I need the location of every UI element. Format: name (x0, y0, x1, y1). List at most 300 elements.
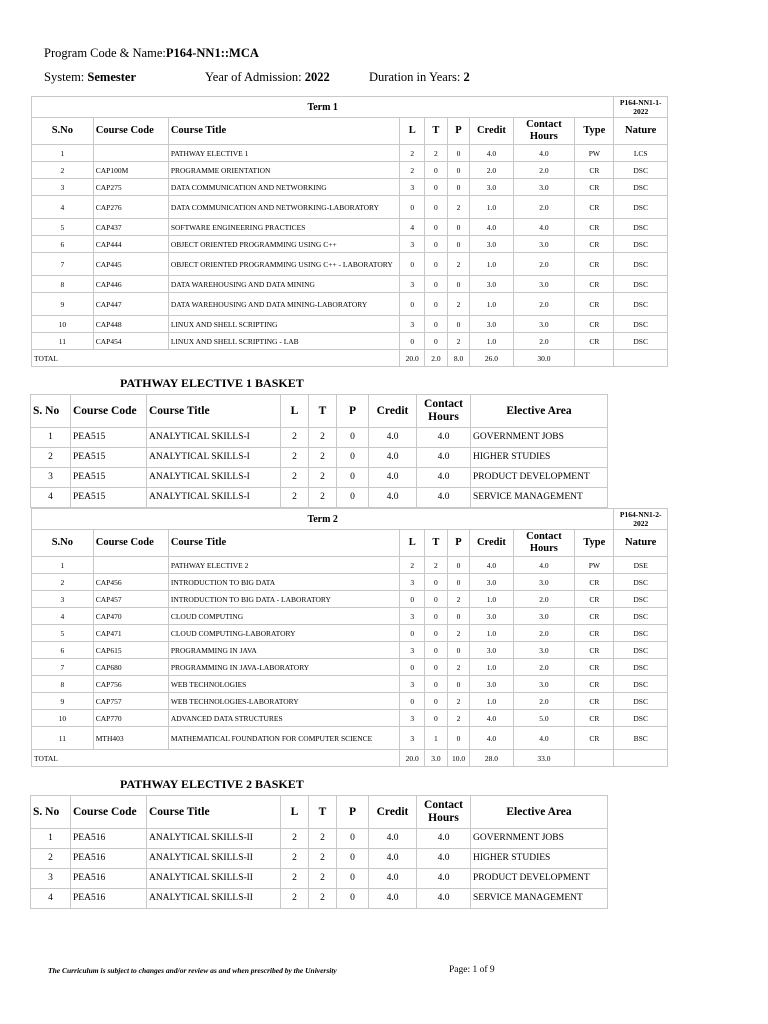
cell-nature: DSC (614, 196, 668, 219)
cell-course-title: INTRODUCTION TO BIG DATA (168, 574, 400, 591)
cell-course-code: PEA516 (71, 869, 147, 889)
cell-t: 2 (309, 428, 337, 448)
cell-credit: 3.0 (470, 642, 513, 659)
table-row (32, 676, 668, 693)
cell-credit: 4.0 (369, 488, 417, 508)
cell-contact-hours: 3.0 (513, 642, 575, 659)
table-row (32, 316, 668, 333)
cell-course-code: CAP471 (93, 625, 168, 642)
cell-type: CR (575, 693, 614, 710)
cell-p: 0 (337, 428, 369, 448)
cell-p: 0 (447, 276, 470, 293)
total-t: 2.0 (425, 350, 448, 367)
table-row (32, 179, 668, 196)
cell-course-code: CAP456 (93, 574, 168, 591)
cell-p: 0 (337, 829, 369, 849)
cell-course-code: PEA515 (71, 448, 147, 468)
cell-course-title: ANALYTICAL SKILLS-II (147, 889, 281, 909)
cell-contact-hours: 4.0 (513, 219, 575, 236)
total-row (32, 750, 668, 767)
cell-elective-area: GOVERNMENT JOBS (471, 829, 608, 849)
col-header-type: Type (575, 530, 614, 557)
cell-course-title: DATA COMMUNICATION AND NETWORKING (168, 179, 400, 196)
cell-sno: 3 (32, 179, 94, 196)
cell-t: 0 (425, 179, 448, 196)
cell-nature: BSC (614, 727, 668, 750)
cell-l: 2 (400, 162, 425, 179)
cell-sno: 4 (31, 889, 71, 909)
cell-contact-hours: 2.0 (513, 196, 575, 219)
table-row (32, 333, 668, 350)
cell-course-code: MTH403 (93, 727, 168, 750)
cell-contact-hours: 3.0 (513, 179, 575, 196)
cell-p: 0 (447, 179, 470, 196)
cell-nature: DSC (614, 642, 668, 659)
term-title: Term 1 (32, 97, 614, 118)
cell-type: CR (575, 574, 614, 591)
cell-p: 2 (447, 333, 470, 350)
year-label: Year of Admission: (205, 70, 302, 84)
cell-contact-hours: 2.0 (513, 625, 575, 642)
cell-contact-hours: 4.0 (417, 869, 471, 889)
col-header-course-title: Course Title (147, 395, 281, 428)
cell-p: 0 (337, 869, 369, 889)
cell-l: 2 (400, 145, 425, 162)
cell-t: 0 (425, 710, 448, 727)
cell-nature: DSC (614, 333, 668, 350)
term-title: Term 2 (32, 509, 614, 530)
col-header-course-code: Course Code (71, 796, 147, 829)
cell-p: 0 (447, 316, 470, 333)
cell-p: 2 (447, 591, 470, 608)
cell-sno: 2 (32, 162, 94, 179)
cell-course-code: CAP470 (93, 608, 168, 625)
cell-l: 4 (400, 219, 425, 236)
cell-course-title: OBJECT ORIENTED PROGRAMMING USING C++ (168, 236, 400, 253)
col-header-contact-hours: Contact Hours (513, 118, 575, 145)
table-row (32, 162, 668, 179)
cell-l: 3 (400, 608, 425, 625)
term-header-row (32, 118, 668, 145)
col-header-sno: S.No (32, 118, 94, 145)
table-row (32, 710, 668, 727)
cell-course-code: CAP445 (93, 253, 168, 276)
cell-sno: 3 (32, 591, 94, 608)
cell-course-title: LINUX AND SHELL SCRIPTING - LAB (168, 333, 400, 350)
cell-credit: 4.0 (470, 710, 513, 727)
cell-sno: 1 (31, 428, 71, 448)
cell-credit: 1.0 (470, 659, 513, 676)
basket-2-table (30, 795, 608, 909)
cell-type: CR (575, 710, 614, 727)
col-header-t: T (309, 395, 337, 428)
col-header-credit: Credit (470, 118, 513, 145)
cell-t: 2 (309, 869, 337, 889)
table-row (32, 145, 668, 162)
cell-type: CR (575, 676, 614, 693)
cell-nature: DSE (614, 557, 668, 574)
cell-l: 3 (400, 276, 425, 293)
cell-course-code: CAP448 (93, 316, 168, 333)
total-nature-empty (614, 750, 668, 767)
cell-sno: 11 (32, 333, 94, 350)
cell-sno: 1 (32, 145, 94, 162)
cell-sno: 4 (32, 196, 94, 219)
table-row (32, 574, 668, 591)
cell-credit: 4.0 (369, 829, 417, 849)
cell-credit: 1.0 (470, 333, 513, 350)
cell-l: 0 (400, 196, 425, 219)
cell-course-code: CAP457 (93, 591, 168, 608)
col-header-contact-hours: Contact Hours (417, 796, 471, 829)
cell-elective-area: PRODUCT DEVELOPMENT (471, 468, 608, 488)
col-header-sno: S. No (31, 796, 71, 829)
cell-course-code: PEA515 (71, 488, 147, 508)
cell-credit: 4.0 (369, 889, 417, 909)
cell-p: 0 (447, 145, 470, 162)
col-header-course-code: Course Code (93, 530, 168, 557)
cell-sno: 9 (32, 693, 94, 710)
cell-type: CR (575, 316, 614, 333)
cell-p: 0 (447, 236, 470, 253)
table-row (31, 428, 608, 448)
cell-t: 0 (425, 333, 448, 350)
table-row (32, 219, 668, 236)
table-row (31, 829, 608, 849)
col-header-nature: Nature (614, 118, 668, 145)
cell-course-title: PATHWAY ELECTIVE 2 (168, 557, 400, 574)
col-header-t: T (309, 796, 337, 829)
table-row (32, 557, 668, 574)
cell-p: 0 (337, 448, 369, 468)
cell-course-code: CAP446 (93, 276, 168, 293)
col-header-course-title: Course Title (168, 530, 400, 557)
total-l: 20.0 (400, 350, 425, 367)
cell-l: 2 (281, 829, 309, 849)
system-label: System: (44, 70, 85, 84)
cell-p: 0 (337, 468, 369, 488)
cell-course-title: DATA WAREHOUSING AND DATA MINING (168, 276, 400, 293)
cell-type: CR (575, 293, 614, 316)
page-number: Page: 1 of 9 (449, 965, 495, 975)
col-header-l: L (400, 118, 425, 145)
cell-p: 2 (447, 293, 470, 316)
cell-contact-hours: 3.0 (513, 676, 575, 693)
cell-credit: 2.0 (470, 162, 513, 179)
col-header-l: L (281, 395, 309, 428)
cell-credit: 4.0 (470, 557, 513, 574)
cell-l: 0 (400, 253, 425, 276)
basket-header-row (31, 395, 608, 428)
cell-sno: 6 (32, 236, 94, 253)
cell-p: 0 (447, 676, 470, 693)
cell-p: 0 (337, 889, 369, 909)
cell-course-title: MATHEMATICAL FOUNDATION FOR COMPUTER SCIENCE (168, 727, 400, 750)
cell-sno: 2 (31, 849, 71, 869)
term-title-row (32, 509, 668, 530)
cell-course-title: DATA WAREHOUSING AND DATA MINING-LABORATORY (168, 293, 400, 316)
col-header-t: T (425, 118, 448, 145)
cell-sno: 5 (32, 219, 94, 236)
cell-credit: 3.0 (470, 236, 513, 253)
term-2-table (31, 508, 668, 767)
cell-course-code (93, 145, 168, 162)
cell-t: 2 (309, 488, 337, 508)
cell-t: 0 (425, 608, 448, 625)
cell-l: 0 (400, 333, 425, 350)
cell-course-title: CLOUD COMPUTING-LABORATORY (168, 625, 400, 642)
cell-t: 2 (309, 448, 337, 468)
cell-type: PW (575, 145, 614, 162)
cell-credit: 4.0 (470, 145, 513, 162)
cell-l: 3 (400, 316, 425, 333)
cell-course-title: ANALYTICAL SKILLS-II (147, 849, 281, 869)
cell-l: 2 (281, 889, 309, 909)
cell-t: 2 (309, 849, 337, 869)
col-header-sno: S. No (31, 395, 71, 428)
table-row (32, 253, 668, 276)
cell-contact-hours: 3.0 (513, 316, 575, 333)
cell-contact-hours: 4.0 (417, 829, 471, 849)
cell-t: 0 (425, 659, 448, 676)
col-header-course-code: Course Code (93, 118, 168, 145)
col-header-credit: Credit (369, 796, 417, 829)
table-row (31, 448, 608, 468)
cell-credit: 4.0 (369, 869, 417, 889)
total-p: 8.0 (447, 350, 470, 367)
cell-course-title: SOFTWARE ENGINEERING PRACTICES (168, 219, 400, 236)
col-header-p: P (337, 395, 369, 428)
cell-credit: 1.0 (470, 196, 513, 219)
table-row (32, 642, 668, 659)
term-header-row (32, 530, 668, 557)
col-header-contact-hours: Contact Hours (417, 395, 471, 428)
cell-nature: LCS (614, 145, 668, 162)
cell-l: 2 (281, 488, 309, 508)
cell-contact-hours: 2.0 (513, 333, 575, 350)
cell-contact-hours: 2.0 (513, 591, 575, 608)
cell-sno: 10 (32, 316, 94, 333)
cell-course-title: ANALYTICAL SKILLS-I (147, 448, 281, 468)
cell-course-title: ANALYTICAL SKILLS-II (147, 829, 281, 849)
cell-p: 0 (447, 219, 470, 236)
cell-sno: 4 (32, 608, 94, 625)
basket-1-title: PATHWAY ELECTIVE 1 BASKET (120, 376, 304, 390)
cell-type: CR (575, 333, 614, 350)
total-t: 3.0 (425, 750, 448, 767)
table-row (32, 196, 668, 219)
total-contact: 33.0 (513, 750, 575, 767)
cell-l: 2 (281, 448, 309, 468)
cell-sno: 7 (32, 253, 94, 276)
cell-course-code (93, 557, 168, 574)
total-credit: 28.0 (470, 750, 513, 767)
cell-p: 0 (447, 608, 470, 625)
cell-l: 0 (400, 293, 425, 316)
cell-course-title: OBJECT ORIENTED PROGRAMMING USING C++ - LABORATORY (168, 253, 400, 276)
cell-credit: 4.0 (369, 468, 417, 488)
cell-contact-hours: 4.0 (417, 889, 471, 909)
cell-nature: DSC (614, 219, 668, 236)
cell-contact-hours: 4.0 (417, 428, 471, 448)
duration-value: 2 (463, 70, 470, 84)
cell-t: 0 (425, 591, 448, 608)
table-row (32, 693, 668, 710)
cell-course-title: PROGRAMMING IN JAVA-LABORATORY (168, 659, 400, 676)
cell-contact-hours: 4.0 (513, 557, 575, 574)
cell-nature: DSC (614, 693, 668, 710)
cell-credit: 3.0 (470, 574, 513, 591)
cell-contact-hours: 4.0 (513, 727, 575, 750)
cell-course-title: WEB TECHNOLOGIES-LABORATORY (168, 693, 400, 710)
col-header-course-title: Course Title (168, 118, 400, 145)
col-header-sno: S.No (32, 530, 94, 557)
cell-course-title: ADVANCED DATA STRUCTURES (168, 710, 400, 727)
cell-contact-hours: 4.0 (513, 145, 575, 162)
cell-elective-area: HIGHER STUDIES (471, 849, 608, 869)
cell-course-code: CAP437 (93, 219, 168, 236)
cell-credit: 1.0 (470, 293, 513, 316)
cell-course-title: ANALYTICAL SKILLS-I (147, 488, 281, 508)
cell-credit: 3.0 (470, 276, 513, 293)
cell-nature: DSC (614, 253, 668, 276)
cell-t: 0 (425, 693, 448, 710)
total-label: TOTAL (32, 350, 400, 367)
cell-nature: DSC (614, 591, 668, 608)
cell-l: 0 (400, 659, 425, 676)
cell-sno: 3 (31, 869, 71, 889)
cell-l: 0 (400, 625, 425, 642)
cell-nature: DSC (614, 574, 668, 591)
cell-credit: 1.0 (470, 253, 513, 276)
cell-t: 2 (309, 829, 337, 849)
program-line (44, 46, 259, 61)
year-field (205, 70, 330, 85)
col-header-nature: Nature (614, 530, 668, 557)
cell-nature: DSC (614, 625, 668, 642)
table-row (31, 869, 608, 889)
cell-credit: 1.0 (470, 625, 513, 642)
col-header-l: L (281, 796, 309, 829)
cell-l: 3 (400, 676, 425, 693)
total-credit: 26.0 (470, 350, 513, 367)
cell-t: 0 (425, 642, 448, 659)
cell-l: 2 (281, 468, 309, 488)
cell-l: 3 (400, 574, 425, 591)
cell-course-code: CAP275 (93, 179, 168, 196)
cell-contact-hours: 2.0 (513, 659, 575, 676)
cell-type: CR (575, 162, 614, 179)
cell-l: 3 (400, 710, 425, 727)
cell-sno: 4 (31, 488, 71, 508)
term-title-row (32, 97, 668, 118)
col-header-p: P (447, 118, 470, 145)
col-header-elective-area: Elective Area (471, 395, 608, 428)
cell-course-code: PEA516 (71, 829, 147, 849)
cell-p: 2 (447, 196, 470, 219)
cell-course-code: CAP615 (93, 642, 168, 659)
cell-nature: DSC (614, 179, 668, 196)
cell-p: 2 (447, 625, 470, 642)
cell-l: 0 (400, 591, 425, 608)
cell-type: CR (575, 196, 614, 219)
cell-nature: DSC (614, 162, 668, 179)
cell-p: 0 (337, 488, 369, 508)
cell-contact-hours: 2.0 (513, 162, 575, 179)
cell-type: CR (575, 591, 614, 608)
cell-elective-area: SERVICE MANAGEMENT (471, 889, 608, 909)
col-header-credit: Credit (369, 395, 417, 428)
cell-credit: 1.0 (470, 693, 513, 710)
cell-credit: 4.0 (470, 727, 513, 750)
cell-credit: 4.0 (369, 849, 417, 869)
cell-t: 2 (425, 557, 448, 574)
col-header-course-title: Course Title (147, 796, 281, 829)
table-row (31, 468, 608, 488)
cell-sno: 9 (32, 293, 94, 316)
cell-l: 0 (400, 693, 425, 710)
cell-course-code: CAP276 (93, 196, 168, 219)
cell-t: 2 (425, 145, 448, 162)
cell-l: 3 (400, 727, 425, 750)
cell-l: 3 (400, 236, 425, 253)
table-row (32, 659, 668, 676)
cell-t: 0 (425, 293, 448, 316)
cell-contact-hours: 4.0 (417, 849, 471, 869)
cell-elective-area: HIGHER STUDIES (471, 448, 608, 468)
cell-l: 2 (281, 869, 309, 889)
program-label: Program Code & Name: (44, 46, 166, 60)
cell-contact-hours: 5.0 (513, 710, 575, 727)
duration-field (369, 70, 470, 85)
cell-credit: 3.0 (470, 316, 513, 333)
cell-contact-hours: 3.0 (513, 574, 575, 591)
table-row (31, 849, 608, 869)
cell-t: 0 (425, 574, 448, 591)
cell-nature: DSC (614, 236, 668, 253)
cell-t: 0 (425, 162, 448, 179)
cell-p: 0 (447, 642, 470, 659)
cell-t: 0 (425, 219, 448, 236)
system-value: Semester (87, 70, 137, 84)
cell-contact-hours: 2.0 (513, 693, 575, 710)
cell-t: 2 (309, 889, 337, 909)
cell-course-code: PEA515 (71, 468, 147, 488)
cell-sno: 2 (32, 574, 94, 591)
term-code: P164-NN1-2-2022 (614, 509, 668, 530)
cell-nature: DSC (614, 676, 668, 693)
cell-elective-area: GOVERNMENT JOBS (471, 428, 608, 448)
cell-t: 0 (425, 276, 448, 293)
cell-p: 2 (447, 693, 470, 710)
table-row (32, 276, 668, 293)
cell-nature: DSC (614, 276, 668, 293)
total-contact: 30.0 (513, 350, 575, 367)
cell-course-code: PEA516 (71, 889, 147, 909)
cell-sno: 2 (31, 448, 71, 468)
system-field (44, 70, 136, 85)
cell-type: CR (575, 608, 614, 625)
cell-contact-hours: 3.0 (513, 236, 575, 253)
col-header-t: T (425, 530, 448, 557)
cell-t: 0 (425, 253, 448, 276)
cell-type: CR (575, 727, 614, 750)
total-type-empty (575, 750, 614, 767)
program-value: P164-NN1::MCA (165, 46, 259, 60)
cell-sno: 1 (31, 829, 71, 849)
cell-course-code: CAP100M (93, 162, 168, 179)
cell-type: CR (575, 659, 614, 676)
